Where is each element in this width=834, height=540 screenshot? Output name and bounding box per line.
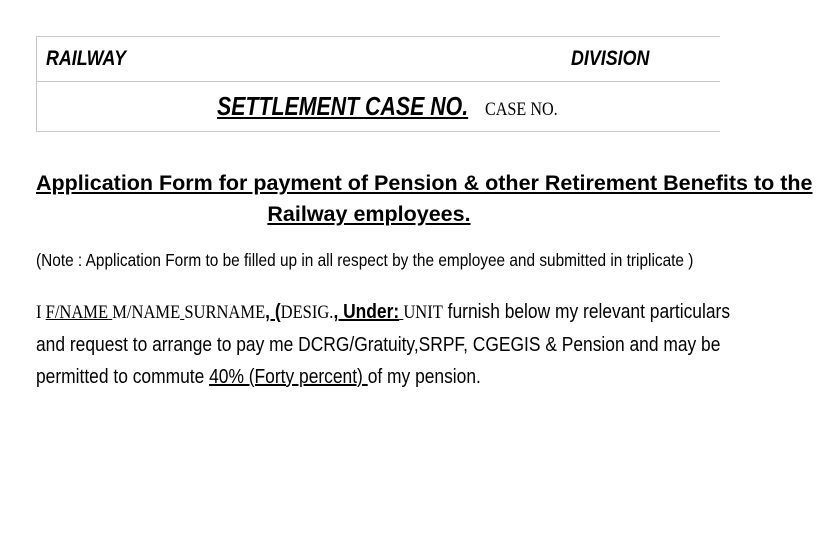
commute-suffix: of my pension. bbox=[367, 366, 481, 388]
case-no-field: CASE NO. bbox=[485, 99, 558, 120]
declaration-prefix: I bbox=[36, 302, 46, 323]
middle-name-value: M/NAME bbox=[112, 302, 181, 323]
declaration-line-1 bbox=[36, 296, 730, 329]
commute-percent: 40% (Forty percent) bbox=[209, 366, 368, 388]
railway-label: RAILWAY bbox=[46, 47, 127, 70]
comma-paren: , ( bbox=[265, 301, 281, 323]
division-label: DIVISION bbox=[571, 47, 650, 70]
application-title-line-2: Railway employees. bbox=[267, 202, 471, 226]
commute-prefix: permitted to commute bbox=[36, 366, 210, 388]
declaration-line-3 bbox=[36, 361, 730, 393]
declaration-line-1-suffix: furnish below my relevant particulars bbox=[442, 301, 731, 323]
first-name-field: F/NAME bbox=[45, 302, 109, 323]
settlement-case-label: SETTLEMENT CASE NO. bbox=[217, 91, 469, 121]
declaration-line-2: and request to arrange to pay me DCRG/Gratuity,SRPF, CGEGIS & Pension and may be bbox=[36, 334, 721, 356]
designation-field: DESIG. bbox=[280, 302, 334, 323]
surname-field: SURNAME bbox=[184, 302, 266, 323]
application-title-line-1: Application Form for payment of Pension & other Retirement Benefits to the bbox=[36, 171, 813, 195]
application-title bbox=[36, 168, 813, 230]
header-table bbox=[36, 36, 720, 132]
header-divider bbox=[37, 81, 720, 82]
settlement-case-line bbox=[217, 91, 558, 122]
note-text: (Note : Application Form to be filled up in all respect by the employee and submitted in triplicate ) bbox=[36, 250, 694, 270]
declaration-paragraph bbox=[36, 296, 834, 393]
unit-field: UNIT bbox=[403, 302, 443, 323]
under-label: , Under: bbox=[333, 301, 400, 323]
